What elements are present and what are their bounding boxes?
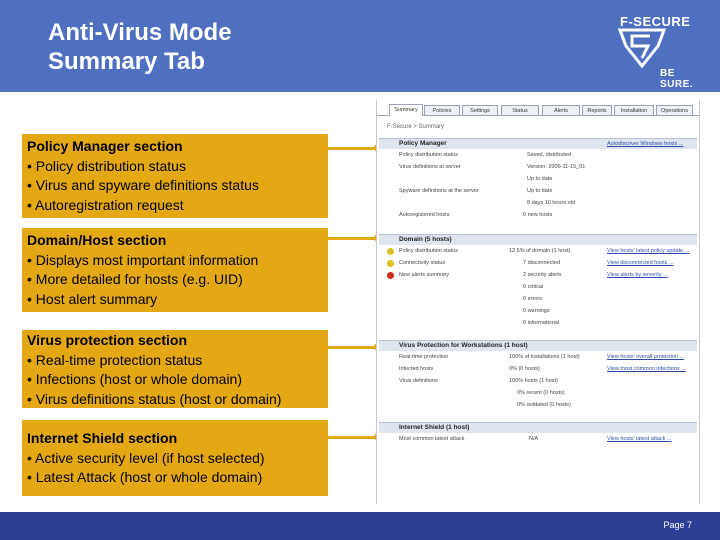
row-value: 0% (0 hosts) [509,366,540,372]
connector-line [328,346,378,349]
section-title: Domain (5 hosts) [399,236,452,243]
tab-policies[interactable]: Policies [424,105,460,115]
tab-settings[interactable]: Settings [462,105,498,115]
page-number: Page 7 [663,520,692,530]
row-value: Version: 2006-11-15_01 [527,164,586,170]
row-link[interactable]: View hosts' overall protection ... [607,354,685,360]
section-title: Internet Shield (1 host) [399,424,470,431]
callout-bullet: • Displays most important information [27,251,259,268]
callout-title: Internet Shield section [27,430,178,446]
row-label: Virus definitions [399,378,438,384]
row-label: Autoregistered hosts [399,212,450,218]
row-link[interactable]: View most common infections ... [607,366,686,372]
row-value: 100% hosts (1 host) [509,378,558,384]
row-label: Virus definitions at server [399,164,461,170]
row-label: Policy distribution status [399,248,458,254]
callout-bullet: • Autoregistration request [27,196,184,213]
connector-line [328,147,378,150]
row-value: 0 critical [523,284,544,290]
summary-tab-screenshot [376,100,700,504]
title-line-1: Anti-Virus Mode [48,19,232,46]
page-title [48,18,232,76]
tab-alerts[interactable]: Alerts [542,105,580,115]
callout-bullet: • Host alert summary [27,290,158,307]
tab-installation[interactable]: Installation [614,105,654,115]
callout-title: Policy Manager section [27,138,183,154]
callout-bullet: • Infections (host or whole domain) [27,371,243,387]
callout-internet-shield [22,420,328,496]
row-value: 0% outdated (0 hosts) [517,402,571,408]
connector-line [328,237,378,240]
section-title: Virus Protection for Workstations (1 host) [399,342,528,349]
row-value: 0 errors [523,296,542,302]
row-label: Spyware definitions at the server [399,188,479,194]
callout-bullet: • Active security level (if host selected) [27,449,265,466]
error-icon [387,272,394,279]
callout-virus-protection [22,330,328,408]
tab-strip [377,104,699,116]
row-value: 12.5% of domain (1 host) [509,248,571,254]
callout-bullet: • More detailed for hosts (e.g. UID) [27,271,243,287]
callout-domain-host [22,228,328,312]
callout-bullet: • Virus and spyware definitions status [27,177,259,193]
row-value: 0 warnings [523,308,550,314]
footer-bar [0,512,720,540]
callout-bullet: • Policy distribution status [27,157,186,174]
callout-title: Virus protection section [27,332,187,348]
connector-line [328,436,378,439]
row-value: N/A [529,436,539,442]
callout-policy-manager [22,134,328,218]
tab-operations[interactable]: Operations [656,105,693,115]
row-value: 0 informational [523,320,560,326]
row-link[interactable]: View alerts by severity ... [607,272,668,278]
logo-brand: F-SECURE [620,14,691,29]
row-label: Most common latest attack [399,436,465,442]
shield-logo-icon [618,28,666,68]
row-link[interactable]: View hosts' latest attack ... [607,436,672,442]
callout-bullet: • Virus definitions status (host or domain) [27,390,282,407]
row-link[interactable]: View disconnected hosts ... [607,260,674,266]
row-value: 0% recent (0 hosts) [517,390,565,396]
row-label: New alerts summary [399,272,450,278]
row-value: Up to date [527,176,553,182]
callout-title: Domain/Host section [27,232,167,248]
row-label: Connectivity status [399,260,446,266]
row-value: 100% of installations (1 host) [509,354,580,360]
row-value: 0 new hosts [523,212,553,218]
tab-summary[interactable]: Summary [389,104,423,116]
row-label: Policy distribution status [399,152,458,158]
title-bar [0,0,720,92]
row-link[interactable]: View hosts' latest policy update ... [607,248,690,254]
warning-icon [387,260,394,267]
warning-icon [387,248,394,255]
row-label: Infected hosts [399,366,434,372]
tab-status[interactable]: Status [501,105,539,115]
section-title: Policy Manager [399,140,447,147]
row-value: Up to date [527,188,553,194]
row-value: 8 days 10 hours old [527,200,576,206]
fsecure-logo [604,10,704,90]
row-value: 7 disconnected [523,260,560,266]
title-line-2: Summary Tab [48,48,205,75]
callout-bullet: • Real-time protection status [27,351,203,368]
row-value: Saved, distributed [527,152,572,158]
autodiscover-link[interactable]: Autodiscover Windows hosts ... [607,141,684,147]
row-value: 2 security alerts [523,272,562,278]
logo-tagline: BE SURE. [660,68,694,90]
row-label: Real-time protection [399,354,449,360]
tab-reports[interactable]: Reports [582,105,612,115]
callout-bullet: • Latest Attack (host or whole domain) [27,469,263,485]
breadcrumb: F-Secure > Summary [387,124,445,130]
